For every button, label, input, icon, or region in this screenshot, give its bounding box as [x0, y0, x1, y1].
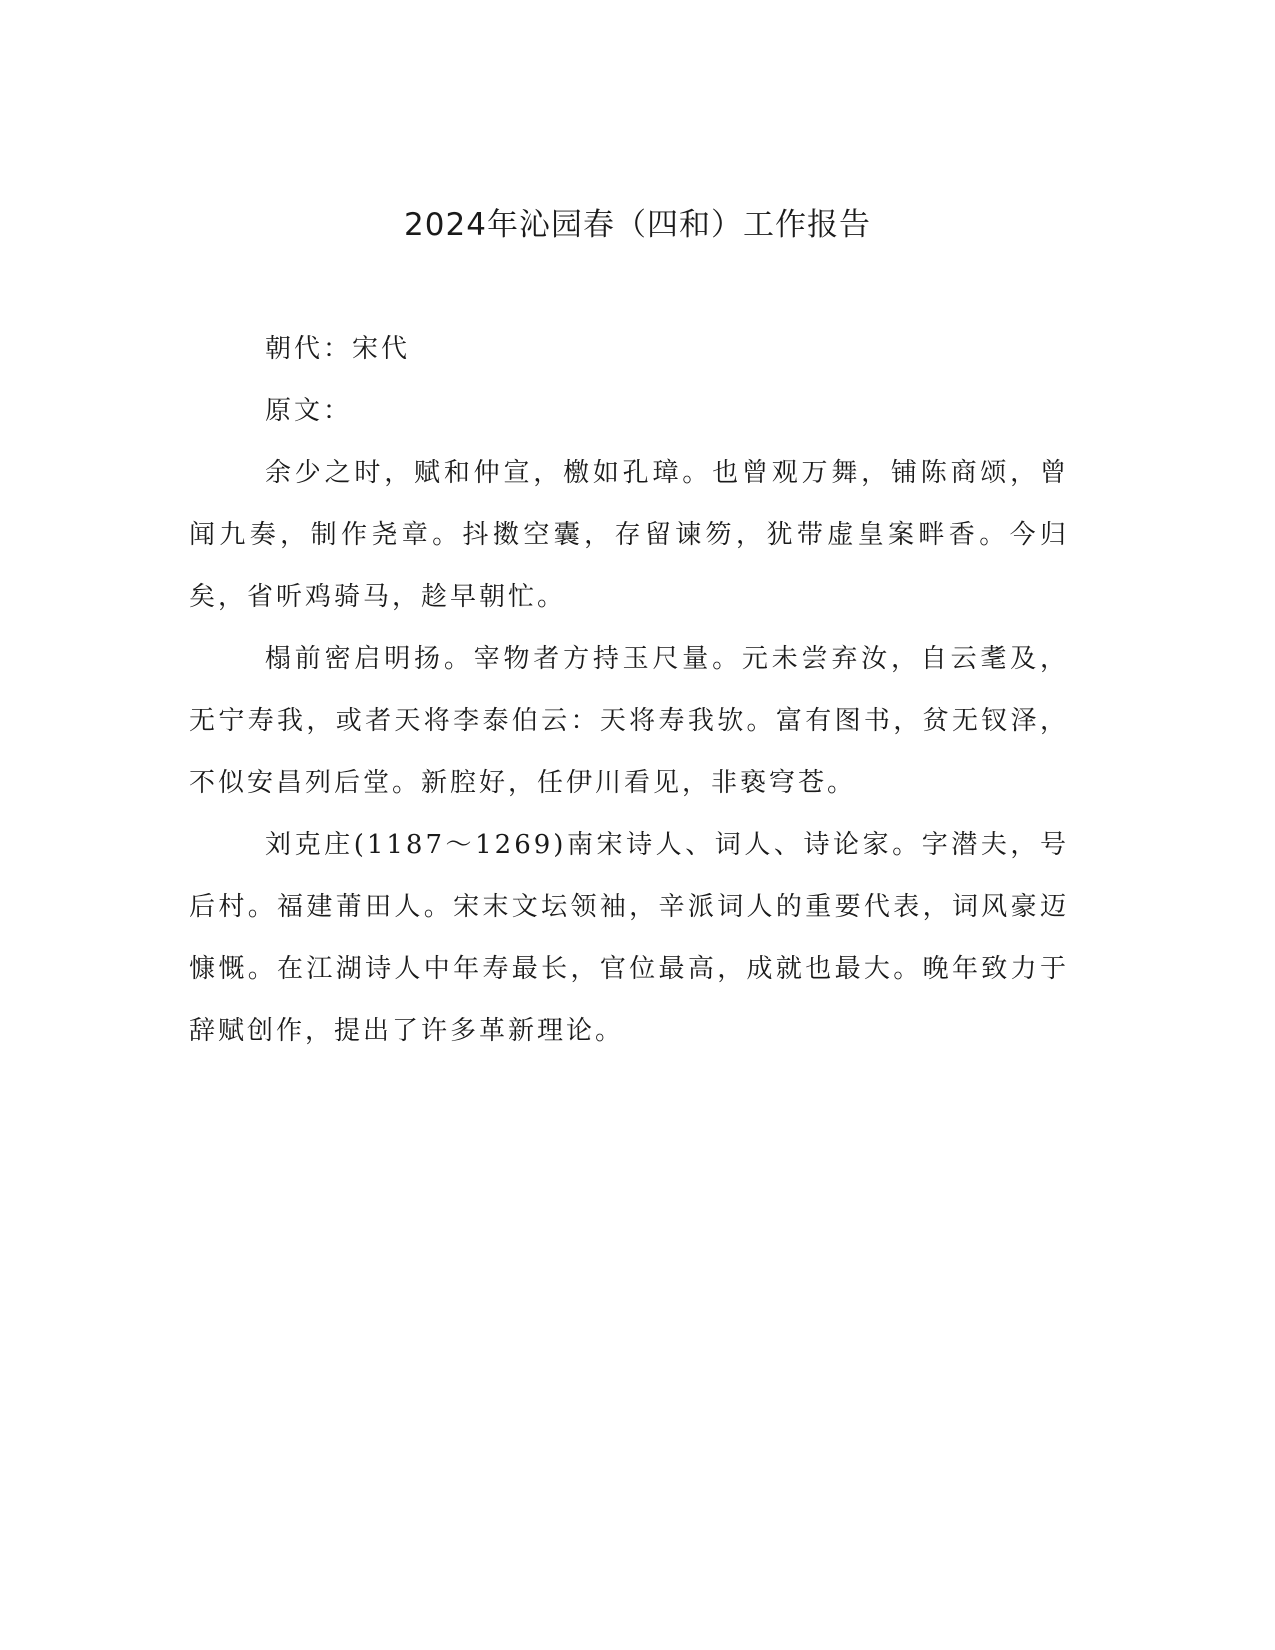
original-label: 原文： [265, 396, 353, 426]
poem-paragraph-1: 余少之时，赋和仲宣，檄如孔璋。也曾观万舞，铺陈商颂，曾闻九奏，制作尧章。抖擞空囊，存留谏笏，犹带虚皇案畔香。今归矣，省听鸡骑马，趁早朝忙。 [189, 458, 1069, 612]
poem-paragraph-2: 榻前密启明扬。宰物者方持玉尺量。元未尝弃汝，自云耄及，无宁寿我，或者天将李泰伯云：天将寿我欤。富有图书，贫无钗泽，不似安昌列后堂。新腔好，任伊川看见，非亵穹苍。 [189, 644, 1069, 798]
dynasty-line: 朝代：宋代 [265, 334, 411, 364]
author-bio-paragraph: 刘克庄(1187～1269)南宋诗人、词人、诗论家。字潜夫，号后村。福建莆田人。宋末文坛领袖，辛派词人的重要代表，词风豪迈慷慨。在江湖诗人中年寿最长，官位最高，成就也最大。晚年致力于辞赋创作，提出了许多革新理论。 [189, 830, 1069, 1046]
page-title: 2024年沁园春（四和）工作报告 [404, 207, 871, 243]
document-body [189, 318, 1069, 1062]
